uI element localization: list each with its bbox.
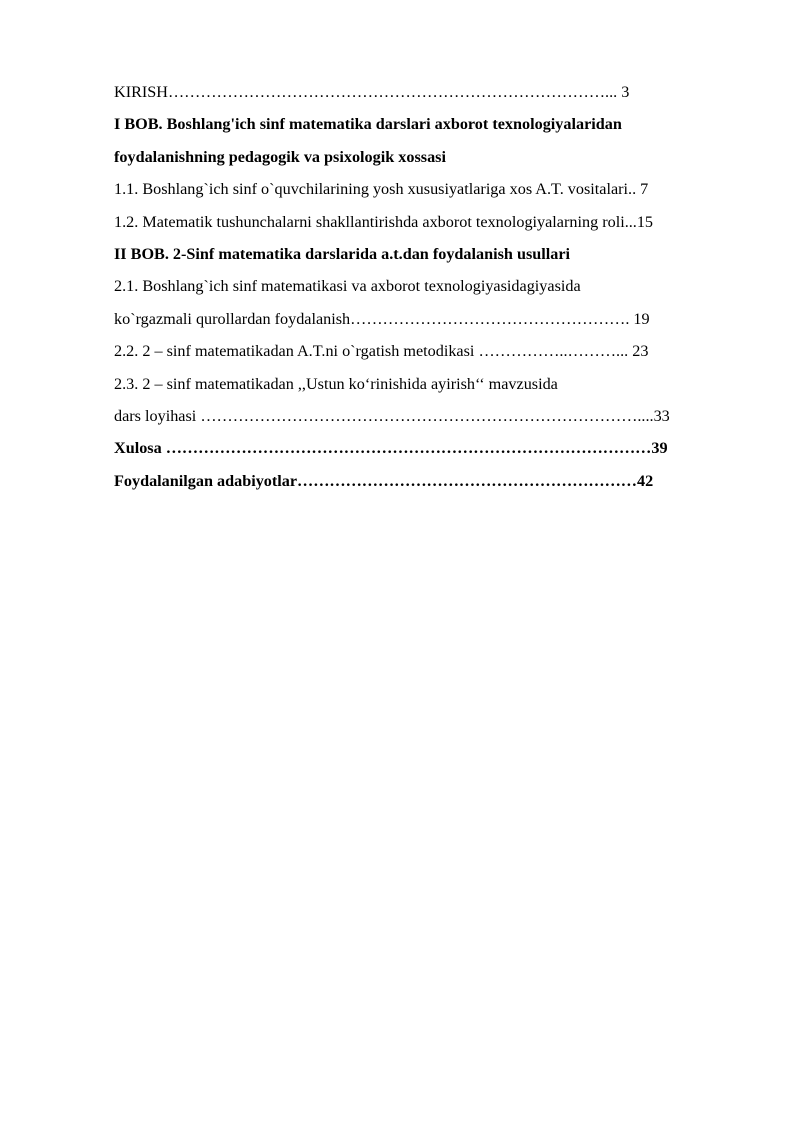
toc-chapter-1-title-line-1: I BOB. Boshlang'ich sinf matematika darslari axborot texnologiyalaridan bbox=[114, 115, 622, 134]
toc-entry-1-2: 1.2. Matematik tushunchalarni shakllantirishda axborot texnologiyalarning roli...15 bbox=[114, 212, 654, 231]
toc-entry-2-3-line-1: 2.3. 2 – sinf matematikadan ,,Ustun ko‘rinishida ayirish‘‘ mavzusida bbox=[114, 374, 558, 393]
toc-entry-kirish: KIRISH………………………………………………………………………... 3 bbox=[114, 83, 630, 101]
table-of-contents bbox=[114, 76, 742, 497]
toc-chapter-1-title-line-2: foydalanishning pedagogik va psixologik xossasi bbox=[114, 147, 446, 166]
toc-entry-2-2: 2.2. 2 – sinf matematikadan A.T.ni o`rgatish metodikasi ……………..………... 23 bbox=[114, 342, 649, 361]
toc-entry-1-1: 1.1. Boshlang`ich sinf o`quvchilarining yosh xususiyatlariga xos A.T. vositalari.. 7 bbox=[114, 180, 649, 199]
toc-entry-adabiyotlar: Foydalanilgan adabiyotlar………………………………………………………42 bbox=[114, 471, 654, 490]
toc-chapter-2-title: II BOB. 2-Sinf matematika darslarida a.t.dan foydalanish usullari bbox=[114, 244, 571, 263]
toc-entry-2-3-line-2: dars loyihasi ………………………………………………………………………....33 bbox=[114, 406, 670, 425]
toc-entry-2-1-line-2: ko`rgazmali qurollardan foydalanish……………………………………………. 19 bbox=[114, 309, 650, 328]
toc-entry-xulosa: Xulosa ………………………………………………………………………………39 bbox=[114, 439, 668, 458]
toc-entry-2-1-line-1: 2.1. Boshlang`ich sinf matematikasi va axborot texnologiyasidagiyasida bbox=[114, 277, 581, 296]
